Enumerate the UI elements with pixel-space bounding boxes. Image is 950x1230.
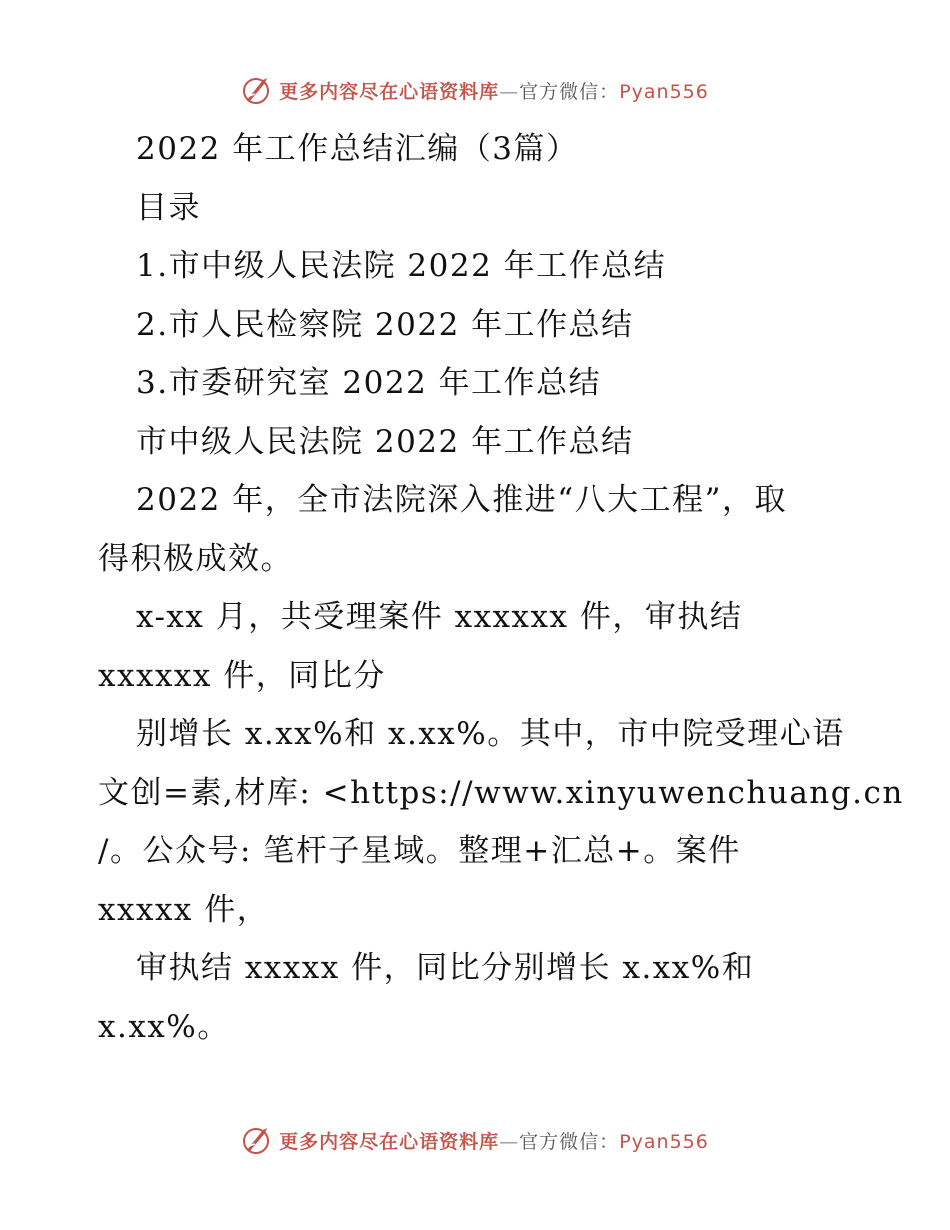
document-title: 2022 年工作总结汇编（3篇） [136, 131, 579, 167]
toc-item: 1.市中级人民法院 2022 年工作总结 [136, 248, 667, 284]
footer-wechat-id: Pyan556 [619, 1130, 709, 1153]
paragraph-line: x-xx 月，共受理案件 xxxxxx 件，审执结 [136, 599, 743, 635]
section-title: 市中级人民法院 2022 年工作总结 [136, 423, 634, 460]
header-dash: — [499, 80, 520, 103]
paragraph-line: 别增长 x.xx%和 x.xx%。其中，市中院受理心语 [136, 716, 845, 752]
toc-item: 3.市委研究室 2022 年工作总结 [136, 365, 602, 401]
toc-heading: 目录 [136, 189, 201, 226]
header-official-label: 官方微信： [519, 80, 620, 103]
footer-official-label: 官方微信： [519, 1130, 620, 1153]
footer-banner-text [279, 1127, 709, 1154]
paragraph-line: 2022 年，全市法院深入推进“八大工程”，取 [136, 482, 787, 518]
document-body [98, 120, 904, 1056]
header-wechat-id: Pyan556 [619, 80, 709, 103]
toc-item: 2.市人民检察院 2022 年工作总结 [136, 306, 634, 343]
footer-brand: 更多内容尽在心语资料库 [279, 1130, 500, 1153]
header-banner-text [279, 77, 709, 104]
paragraph-line: 审执结 xxxxx 件，同比分别增长 x.xx%和 [136, 950, 755, 986]
paragraph-line: x.xx%。 [98, 1008, 230, 1045]
header-banner [0, 70, 950, 110]
paragraph-line: 得积极成效。 [98, 540, 293, 577]
footer-banner [0, 1120, 950, 1160]
paragraph-line: xxxxx 件， [98, 891, 270, 928]
header-brand: 更多内容尽在心语资料库 [279, 80, 500, 103]
paragraph-line: 文创=素,材库: <https://www.xinyuwenchuang.cn [98, 774, 904, 811]
quill-pen-logo-icon [241, 74, 273, 106]
paragraph-line: /。公众号: 笔杆子星域。整理+汇总+。案件 [98, 833, 741, 869]
footer-dash: — [499, 1130, 520, 1153]
quill-pen-logo-icon [241, 1124, 273, 1156]
paragraph-line: xxxxxx 件，同比分 [98, 657, 386, 694]
